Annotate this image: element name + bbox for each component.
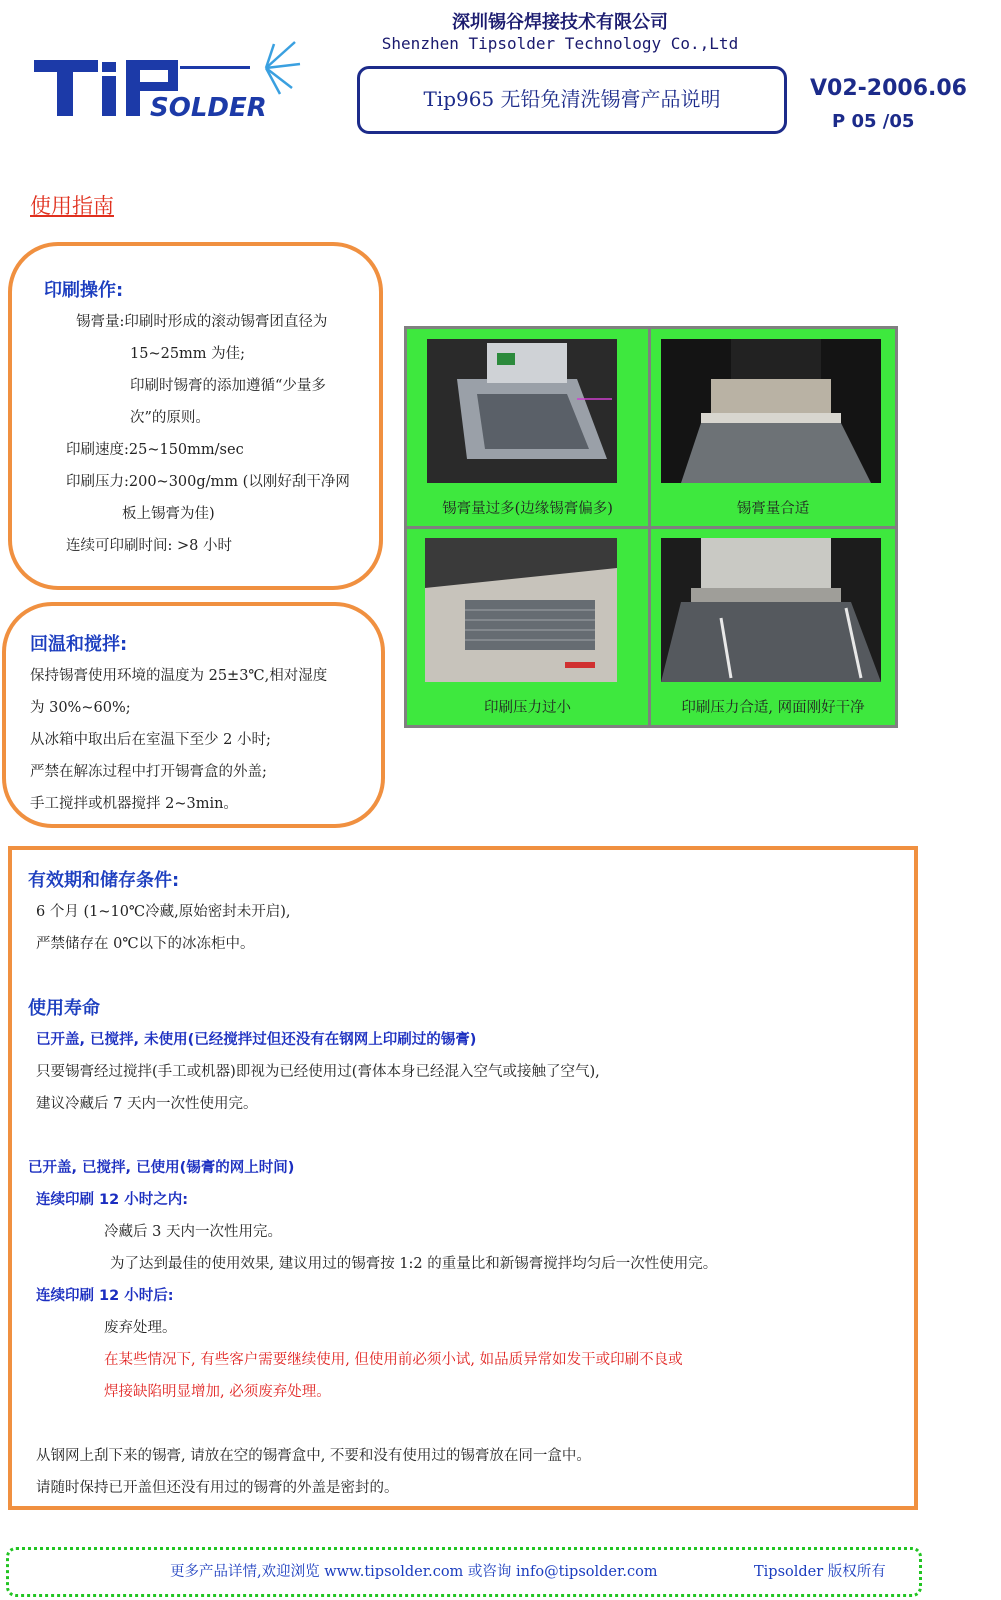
stencil-photo-correct-pressure: [661, 538, 881, 682]
photo-caption: 印刷压力过小: [484, 700, 571, 716]
storage-heading: 有效期和储存条件:: [28, 870, 180, 891]
company-name-en: Shenzhen Tipsolder Technology Co.,Ltd: [381, 34, 739, 53]
printing-line: 板上锡膏为佳): [122, 506, 215, 522]
footer-contact: 更多产品详情,欢迎浏览 www.tipsolder.com 或咨询 info@tipsolder.com: [170, 1564, 658, 1580]
printing-line: 印刷速度:25~150mm/sec: [66, 442, 244, 458]
within-12h-line: 冷藏后 3 天内一次性用完。: [104, 1224, 282, 1240]
stencil-photo-low-pressure: [425, 538, 617, 682]
warming-line: 保持锡膏使用环境的温度为 25±3℃,相对湿度: [30, 668, 328, 684]
printing-line: 印刷压力:200~300g/mm (以刚好刮干净网: [66, 474, 350, 490]
storage-line: 6 个月 (1~10℃冷藏,原始密封未开启),: [36, 904, 291, 920]
life-note: 请随时保持已开盖但还没有用过的锡膏的外盖是密封的。: [36, 1480, 399, 1496]
company-logo: [30, 38, 310, 128]
printing-line: 连续可印刷时间: >8 小时: [66, 538, 232, 554]
stencil-photo-correct-amount: [661, 339, 881, 483]
page-number: P 05 /05: [832, 111, 915, 132]
section-title: 使用指南: [30, 194, 114, 218]
warming-line: 手工搅拌或机器搅拌 2~3min。: [30, 796, 238, 812]
opened-used-title: 已开盖, 已搅拌, 已使用(锡膏的网上时间): [28, 1160, 295, 1176]
after-12h-title: 连续印刷 12 小时后:: [36, 1288, 174, 1304]
after-12h-warning: 焊接缺陷明显增加, 必须废弃处理。: [104, 1384, 331, 1400]
warming-line: 从冰箱中取出后在室温下至少 2 小时;: [30, 732, 271, 748]
opened-unused-line: 只要锡膏经过搅拌(手工或机器)即视为已经使用过(膏体本身已经混入空气或接触了空气),: [36, 1064, 600, 1080]
photo-cell: [407, 329, 648, 526]
photo-caption: 锡膏量过多(边缘锡膏偏多): [442, 501, 613, 517]
after-12h-line: 废弃处理。: [104, 1320, 177, 1336]
footer-copyright: Tipsolder 版权所有: [754, 1564, 886, 1580]
printing-line: 次”的原则。: [130, 410, 210, 426]
photo-caption: 印刷压力合适, 网面刚好干净: [681, 700, 865, 716]
warming-line: 为 30%~60%;: [30, 700, 131, 716]
after-12h-warning: 在某些情况下, 有些客户需要继续使用, 但使用前必须小试, 如品质异常如发干或印刷不良或: [104, 1352, 683, 1368]
opened-unused-line: 建议冷藏后 7 天内一次性使用完。: [36, 1096, 258, 1112]
photo-cell: [651, 529, 895, 725]
svg-text:SOLDER: SOLDER: [150, 93, 267, 123]
life-heading: 使用寿命: [28, 998, 100, 1019]
within-12h-line: 为了达到最佳的使用效果, 建议用过的锡膏按 1:2 的重量比和新锡膏搅拌均匀后一次性使用完。: [110, 1256, 718, 1272]
photo-cell: [651, 329, 895, 526]
within-12h-title: 连续印刷 12 小时之内:: [36, 1192, 189, 1208]
opened-unused-title: 已开盖, 已搅拌, 未使用(已经搅拌过但还没有在钢网上印刷过的锡膏): [36, 1032, 477, 1048]
printing-heading: 印刷操作:: [44, 280, 124, 301]
document-title-box: [357, 66, 787, 134]
document-title: Tip965 无铅免清洗锡膏产品说明: [423, 87, 721, 111]
company-name-cn: 深圳锡谷焊接技术有限公司: [452, 12, 668, 33]
warming-heading: 回温和搅拌:: [30, 634, 128, 655]
life-note: 从钢网上刮下来的锡膏, 请放在空的锡膏盒中, 不要和没有使用过的锡膏放在同一盒中。: [36, 1448, 591, 1464]
warming-line: 严禁在解冻过程中打开锡膏盒的外盖;: [30, 764, 267, 780]
photo-cell: [407, 529, 648, 725]
stencil-photo-excess: [427, 339, 617, 483]
storage-line: 严禁储存在 0℃以下的冰冻柜中。: [36, 936, 255, 952]
version-number: V02-2006.06: [810, 76, 967, 101]
printing-line: 锡膏量:印刷时形成的滚动锡膏团直径为: [76, 314, 328, 330]
printing-line: 印刷时锡膏的添加遵循“少量多: [130, 378, 326, 394]
printing-line: 15~25mm 为佳;: [130, 346, 246, 362]
photo-caption: 锡膏量合适: [736, 501, 810, 517]
photo-grid: [404, 326, 898, 728]
